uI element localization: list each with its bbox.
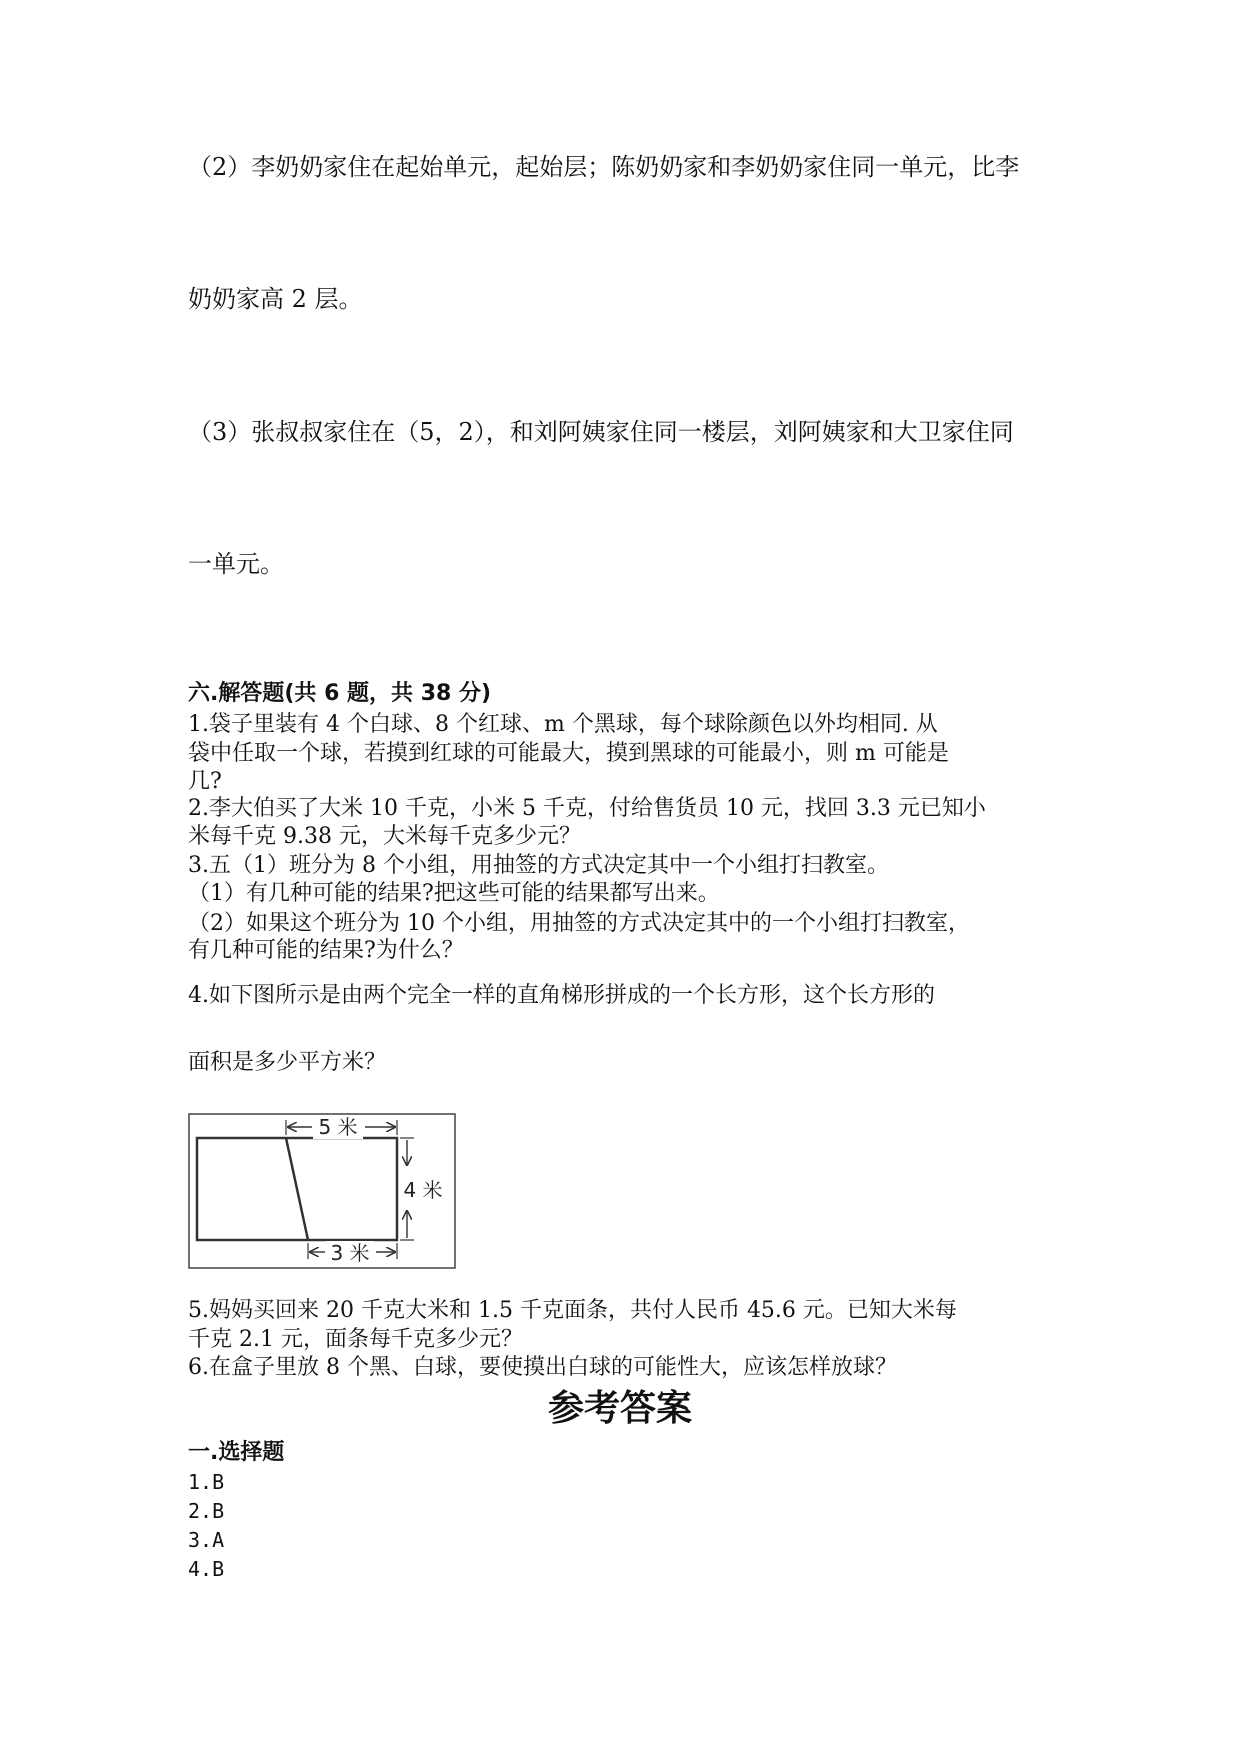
answer-item: 4.B (188, 1557, 225, 1581)
q1-line-3: 几? (188, 769, 222, 794)
answers-title: 参考答案 (547, 1388, 692, 1429)
q4-line-1: 4.如下图所示是由两个完全一样的直角梯形拼成的一个长方形，这个长方形的 (188, 983, 935, 1008)
q1-line-1: 1.袋子里装有 4 个白球、8 个红球、m 个黑球，每个球除颜色以外均相同. 从 (188, 712, 938, 737)
q2-line-1: 2.李大伯买了大米 10 千克，小米 5 千克，付给售货员 10 元，找回 3.3 元已知小 (188, 796, 986, 821)
q3-sub-2-line-2: 有几种可能的结果?为什么？ (188, 938, 464, 963)
q3-line-1: 3.五（1）班分为 8 个小组，用抽签的方式决定其中一个小组打扫教室。 (188, 853, 889, 878)
item-3-line-2: 一单元。 (188, 550, 284, 578)
q5-line-1: 5.妈妈买回来 20 千克大米和 1.5 千克面条，共付人民币 45.6 元。已知大米每 (188, 1298, 957, 1323)
section-6-heading: 六.解答题(共 6 题，共 38 分) (188, 681, 492, 706)
answer-item: 3.A (188, 1528, 225, 1552)
q3-sub-1: （1）有几种可能的结果?把这些可能的结果都写出来。 (188, 881, 720, 906)
item-2-line-1: （2）李奶奶家住在起始单元，起始层；陈奶奶家和李奶奶家住同一单元，比李 (188, 153, 1020, 181)
q5-line-2: 千克 2.1 元，面条每千克多少元？ (188, 1327, 523, 1352)
q4-line-2: 面积是多少平方米？ (188, 1050, 387, 1075)
top-dim-label: 5 米 (318, 1115, 358, 1139)
figure-svg (188, 1113, 456, 1269)
bottom-dim-label: 3 米 (330, 1241, 370, 1265)
right-dim-label: 4 米 (403, 1178, 443, 1202)
trapezoid-rectangle-figure (188, 1113, 456, 1269)
answer-item: 1.B (188, 1470, 225, 1494)
answers-section-1-heading: 一.选择题 (188, 1440, 285, 1465)
q6-line-1: 6.在盒子里放 8 个黑、白球，要使摸出白球的可能性大，应该怎样放球？ (188, 1355, 897, 1380)
q3-sub-2-line-1: （2）如果这个班分为 10 个小组，用抽签的方式决定其中的一个小组打扫教室， (188, 911, 970, 936)
item-3-line-1: （3）张叔叔家住在（5，2），和刘阿姨家住同一楼层，刘阿姨家和大卫家住同 (188, 418, 1014, 446)
item-2-line-2: 奶奶家高 2 层。 (188, 285, 363, 313)
answer-item: 2.B (188, 1499, 225, 1523)
q2-line-2: 米每千克 9.38 元，大米每千克多少元？ (188, 824, 581, 849)
q1-line-2: 袋中任取一个球，若摸到红球的可能最大，摸到黑球的可能最小，则 m 可能是 (188, 741, 949, 766)
